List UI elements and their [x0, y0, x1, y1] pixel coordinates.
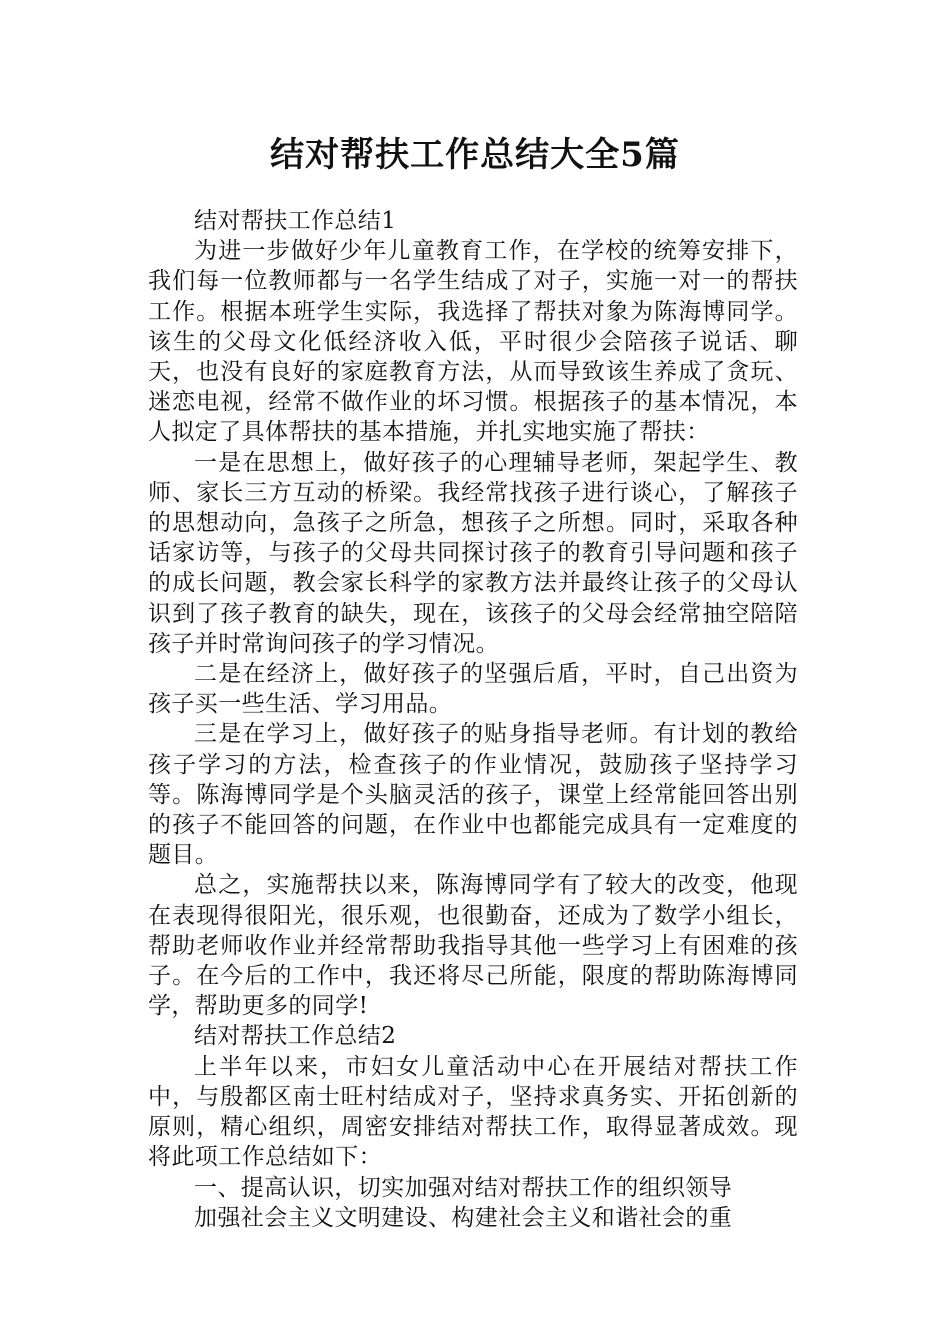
document-body — [148, 206, 798, 1233]
document-title: 结对帮扶工作总结大全5篇 — [270, 135, 680, 175]
body-paragraph: 加强社会主义文明建设、构建社会主义和谐社会的重 — [194, 1204, 733, 1231]
body-paragraph: 上半年以来，市妇女儿童活动中心在开展结对帮扶工作中，与殷都区南士旺村结成对子，坚持求真务实、开拓创新的原则，精心组织，周密安排结对帮扶工作，取得显著成效。现将此项工作总结如下： — [148, 1053, 798, 1171]
body-paragraph: 总之，实施帮扶以来，陈海博同学有了较大的改变，他现在表现得很阳光，很乐观，也很勤奋，还成为了数学小组长，帮助老师收作业并经常帮助我指导其他一些学习上有困难的孩子。在今后的工作中，我还将尽己所能，限度的帮助陈海博同学，帮助更多的同学! — [148, 872, 798, 1020]
body-paragraph: 一是在思想上，做好孩子的心理辅导老师，架起学生、教师、家长三方互动的桥梁。我经常找孩子进行谈心，了解孩子的思想动向，急孩子之所急，想孩子之所想。同时，采取各种话家访等，与孩子的父母共同探讨孩子的教育引导问题和孩子的成长问题，教会家长科学的家教方法并最终让孩子的父母认识到了孩子教育的缺失，现在，该孩子的父母会经常抽空陪陪孩子并时常询问孩子的学习情况。 — [148, 449, 798, 657]
body-paragraph: 为进一步做好少年儿童教育工作，在学校的统筹安排下，我们每一位教师都与一名学生结成了对子，实施一对一的帮扶工作。根据本班学生实际，我选择了帮扶对象为陈海博同学。该生的父母文化低经济收入低，平时很少会陪孩子说话、聊天，也没有良好的家庭教育方法，从而导致该生养成了贪玩、迷恋电视，经常不做作业的坏习惯。根据孩子的基本情况，本人拟定了具体帮扶的基本措施，并扎实地实施了帮扶： — [148, 238, 798, 446]
body-paragraph: 二是在经济上，做好孩子的坚强后盾，平时，自己出资为孩子买一些生活、学习用品。 — [148, 661, 798, 718]
section-heading-2: 结对帮扶工作总结2 — [194, 1023, 397, 1050]
body-paragraph: 三是在学习上，做好孩子的贴身指导老师。有计划的教给孩子学习的方法，检查孩子的作业情况，鼓励孩子坚持学习等。陈海博同学是个头脑灵活的孩子，课堂上经常能回答出别的孩子不能回答的问题，在作业中也都能完成具有一定难度的题目。 — [148, 721, 798, 869]
section-heading-1: 结对帮扶工作总结1 — [194, 208, 397, 234]
subsection-heading: 一、提高认识，切实加强对结对帮扶工作的组织领导 — [194, 1174, 733, 1201]
